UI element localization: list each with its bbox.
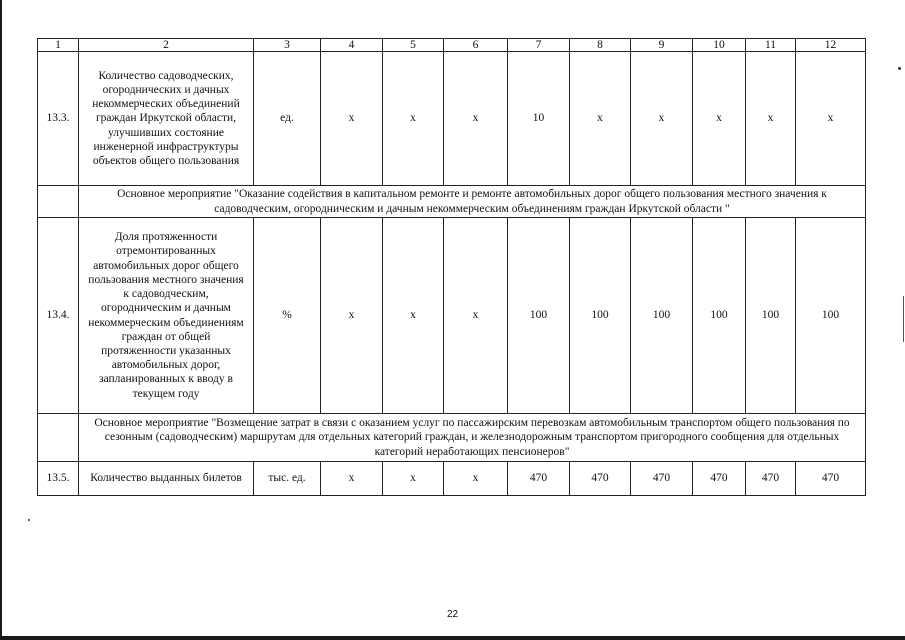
indicator-value: 470 bbox=[570, 462, 631, 496]
indicator-unit: % bbox=[254, 218, 321, 414]
indicator-value: х bbox=[444, 52, 508, 186]
indicator-value: х bbox=[631, 52, 693, 186]
indicator-name-line: Количество выданных билетов bbox=[90, 472, 242, 485]
indicator-row bbox=[38, 52, 866, 186]
indicator-number: 13.4. bbox=[38, 218, 79, 414]
indicator-name-line: объектов общего пользования bbox=[92, 155, 240, 167]
indicator-name-line: пользования местного значения bbox=[88, 273, 244, 286]
column-number: 4 bbox=[321, 39, 383, 52]
main-event-text: Основное мероприятие "Оказание содействия в капитальном ремонте и ремонте автомобильных дорог общего пользования местного значения к садоводческим, огородническим и дачным некоммерческим объединениям граждан Иркутской области " bbox=[79, 186, 866, 218]
indicator-value: х bbox=[321, 52, 383, 186]
column-number-row bbox=[38, 39, 866, 52]
indicator-name-line: запланированных к вводу в bbox=[99, 373, 233, 386]
indicator-name-line: некоммерческим объединениям bbox=[88, 316, 244, 329]
column-number: 8 bbox=[570, 39, 631, 52]
indicator-value: х bbox=[321, 462, 383, 496]
indicator-value: 100 bbox=[796, 218, 866, 414]
indicator-value: х bbox=[444, 218, 508, 414]
indicator-name-line: Доля протяженности bbox=[114, 231, 218, 244]
indicator-value: х bbox=[570, 52, 631, 186]
indicator-unit: тыс. ед. bbox=[254, 462, 321, 496]
page-number: 22 bbox=[446, 609, 459, 620]
indicator-value: 100 bbox=[693, 218, 746, 414]
column-number: 2 bbox=[79, 39, 254, 52]
column-number: 6 bbox=[444, 39, 508, 52]
indicator-name bbox=[79, 462, 254, 496]
indicator-value: х bbox=[693, 52, 746, 186]
indicator-value: х bbox=[383, 462, 444, 496]
indicator-unit: ед. bbox=[254, 52, 321, 186]
indicator-row bbox=[38, 462, 866, 496]
indicator-value: х bbox=[444, 462, 508, 496]
scan-speck bbox=[898, 67, 901, 70]
column-number: 7 bbox=[508, 39, 570, 52]
empty-number-cell bbox=[38, 186, 79, 218]
indicator-number: 13.3. bbox=[38, 52, 79, 186]
indicator-value: 470 bbox=[693, 462, 746, 496]
indicator-name bbox=[79, 52, 254, 186]
indicator-value: 470 bbox=[796, 462, 866, 496]
indicator-value: 100 bbox=[570, 218, 631, 414]
indicator-value: 470 bbox=[508, 462, 570, 496]
column-number: 9 bbox=[631, 39, 693, 52]
scan-speck bbox=[28, 519, 30, 521]
indicator-value: 100 bbox=[746, 218, 796, 414]
main-event-row bbox=[38, 414, 866, 462]
indicator-name bbox=[79, 218, 254, 414]
column-number: 5 bbox=[383, 39, 444, 52]
indicator-name-line: граждан Иркутской области, bbox=[95, 112, 237, 125]
column-number: 10 bbox=[693, 39, 746, 52]
indicator-name-line: протяженности указанных bbox=[101, 344, 231, 357]
indicator-value: 100 bbox=[508, 218, 570, 414]
indicator-number: 13.5. bbox=[38, 462, 79, 496]
empty-number-cell bbox=[38, 414, 79, 462]
indicator-name-line: граждан от общей bbox=[121, 330, 211, 343]
indicator-name-line: некоммерческих объединений bbox=[92, 98, 240, 111]
indicator-name-line: текущем году bbox=[132, 387, 200, 400]
indicator-value: 10 bbox=[508, 52, 570, 186]
column-number: 11 bbox=[746, 39, 796, 52]
indicator-name-line: инженерной инфраструктуры bbox=[93, 140, 239, 153]
indicator-value: 100 bbox=[631, 218, 693, 414]
indicators-table bbox=[37, 38, 866, 496]
indicator-name-line: автомобильных дорог, bbox=[111, 359, 221, 372]
column-number: 12 bbox=[796, 39, 866, 52]
indicator-value: 470 bbox=[746, 462, 796, 496]
indicator-value: х bbox=[796, 52, 866, 186]
scan-edge-left bbox=[0, 0, 2, 640]
indicator-value: х bbox=[383, 52, 444, 186]
column-number: 3 bbox=[254, 39, 321, 52]
indicator-name-line: Количество садоводческих, bbox=[98, 69, 234, 82]
scan-mark bbox=[903, 296, 904, 342]
indicator-row bbox=[38, 218, 866, 414]
main-event-text: Основное мероприятие "Возмещение затрат в связи с оказанием услуг по пассажирским перевозкам автомобильным транспортом общего пользования по сезонным (садоводческим) маршрутам для отдельных категорий граждан, и железнодорожным транспортом пригородного сообщения для отдельных категорий неработающих пенсионеров" bbox=[79, 414, 866, 462]
indicator-name-line: огородническим и дачным bbox=[101, 302, 231, 315]
indicator-name-line: автомобильных дорог общего bbox=[93, 259, 239, 272]
indicator-name-line: к садоводческим, bbox=[123, 288, 209, 301]
scan-edge-bottom bbox=[0, 636, 905, 640]
indicator-value: х bbox=[383, 218, 444, 414]
main-event-row bbox=[38, 186, 866, 218]
indicator-name-line: улучшивших состояние bbox=[108, 126, 224, 139]
column-number: 1 bbox=[38, 39, 79, 52]
indicator-value: 470 bbox=[631, 462, 693, 496]
indicator-name-line: отремонтированных bbox=[116, 245, 216, 258]
indicator-name-line: огороднических и дачных bbox=[102, 83, 230, 96]
indicator-value: х bbox=[746, 52, 796, 186]
indicator-value: х bbox=[321, 218, 383, 414]
